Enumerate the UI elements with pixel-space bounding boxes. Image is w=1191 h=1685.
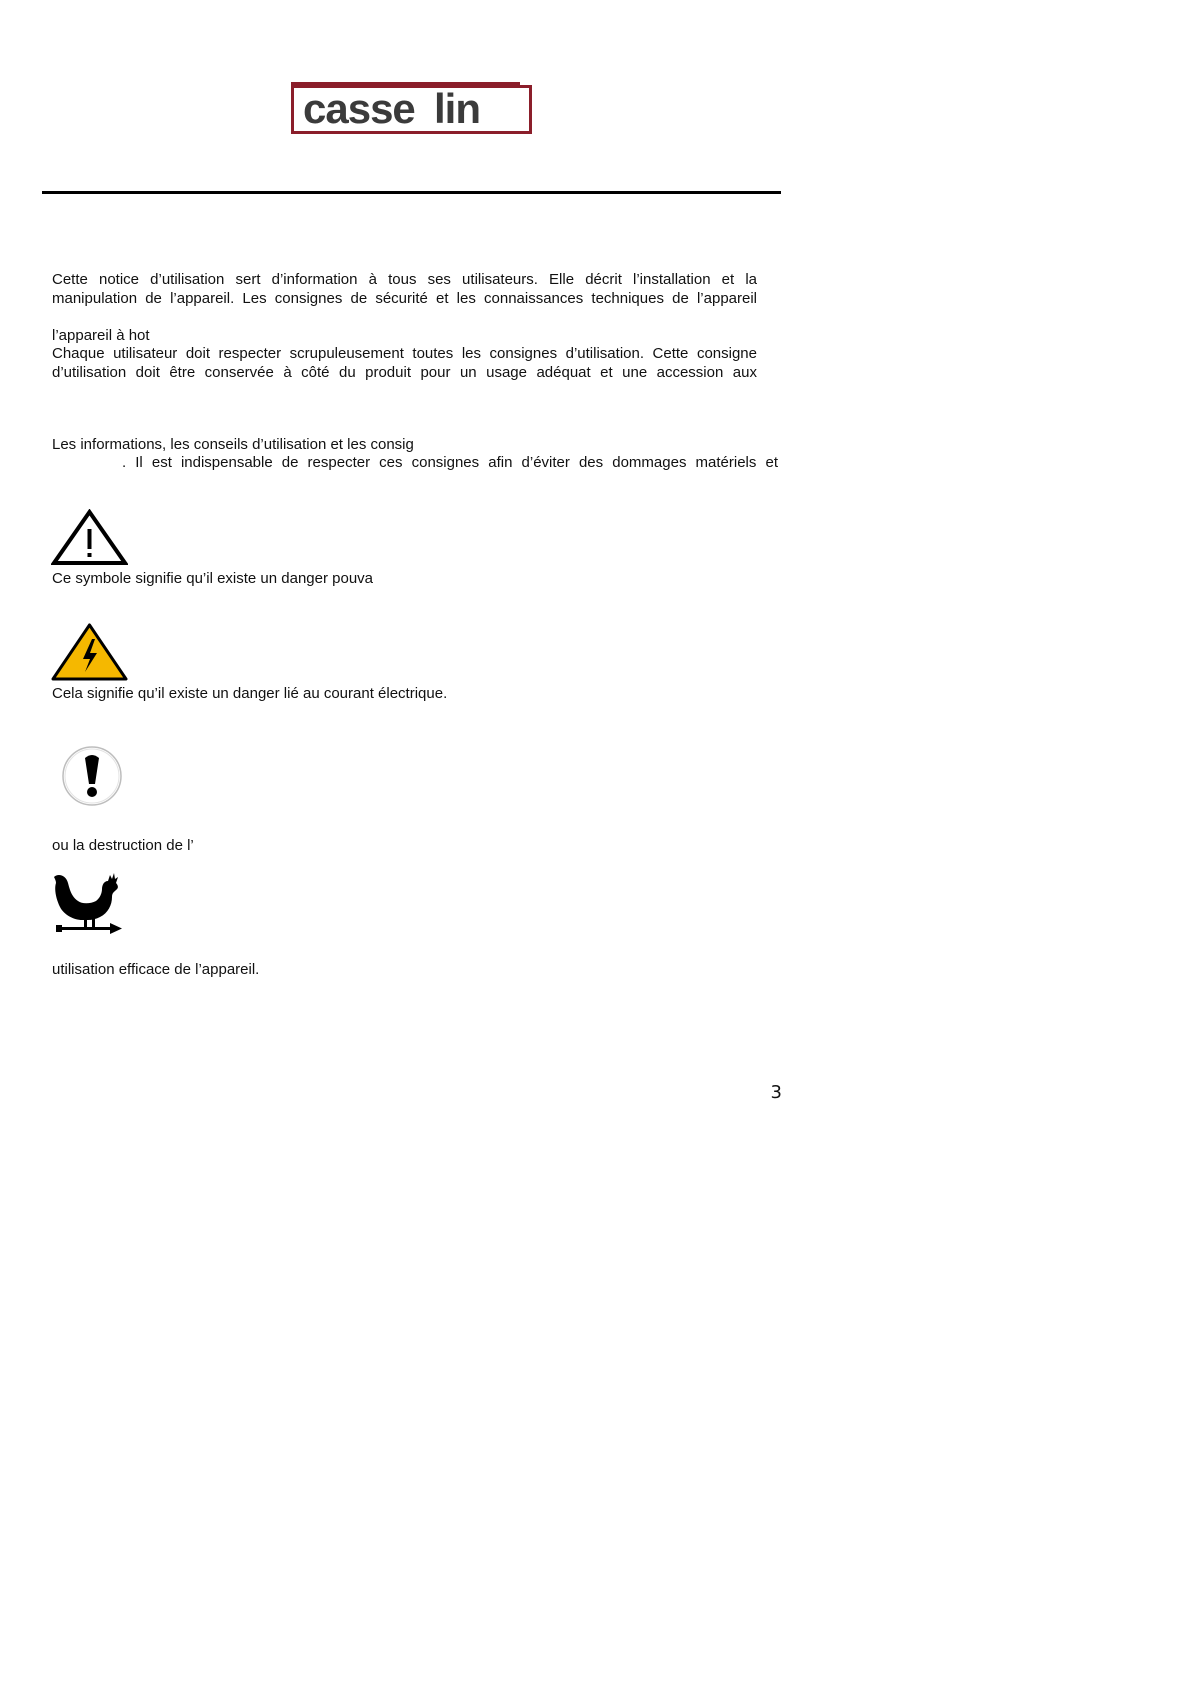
casselin-logo	[291, 80, 532, 135]
svg-text:lin: lin	[434, 85, 480, 132]
attention-symbol-text: ou la destruction de l’	[52, 837, 194, 854]
intro-line-7: . Il est indispensable de respecter ces consignes afin d’éviter des dommages matériels et	[122, 454, 778, 471]
intro-line-4: Chaque utilisateur doit respecter scrupuleusement toutes les consignes d’utilisation. Cette consigne	[52, 345, 757, 362]
header-rule	[42, 191, 781, 194]
rooster-weathervane-icon	[52, 871, 124, 939]
intro-line-5: d’utilisation doit être conservée à côté du produit pour un usage adéquat et une accession aux	[52, 364, 757, 381]
warning-symbol-text: Ce symbole signifie qu’il existe un danger pouva	[52, 570, 374, 587]
warning-triangle-icon	[51, 509, 128, 566]
intro-line-2: manipulation de l’appareil. Les consignes de sécurité et les connaissances techniques de l’appareil	[52, 290, 757, 307]
exclamation-circle-icon	[60, 744, 126, 810]
electric-symbol-text: Cela signifie qu’il existe un danger lié au courant électrique.	[52, 685, 448, 702]
intro-line-1: Cette notice d’utilisation sert d’information à tous ses utilisateurs. Elle décrit l’installation et la	[52, 271, 757, 288]
svg-text:casse: casse	[303, 85, 415, 132]
page-number: 3	[770, 1082, 782, 1103]
electric-hazard-icon	[51, 623, 128, 681]
intro-line-6: Les informations, les conseils d’utilisation et les consig	[52, 436, 414, 453]
tip-symbol-text: utilisation efficace de l’appareil.	[52, 961, 260, 978]
intro-line-3: l’appareil à hot	[52, 327, 150, 344]
